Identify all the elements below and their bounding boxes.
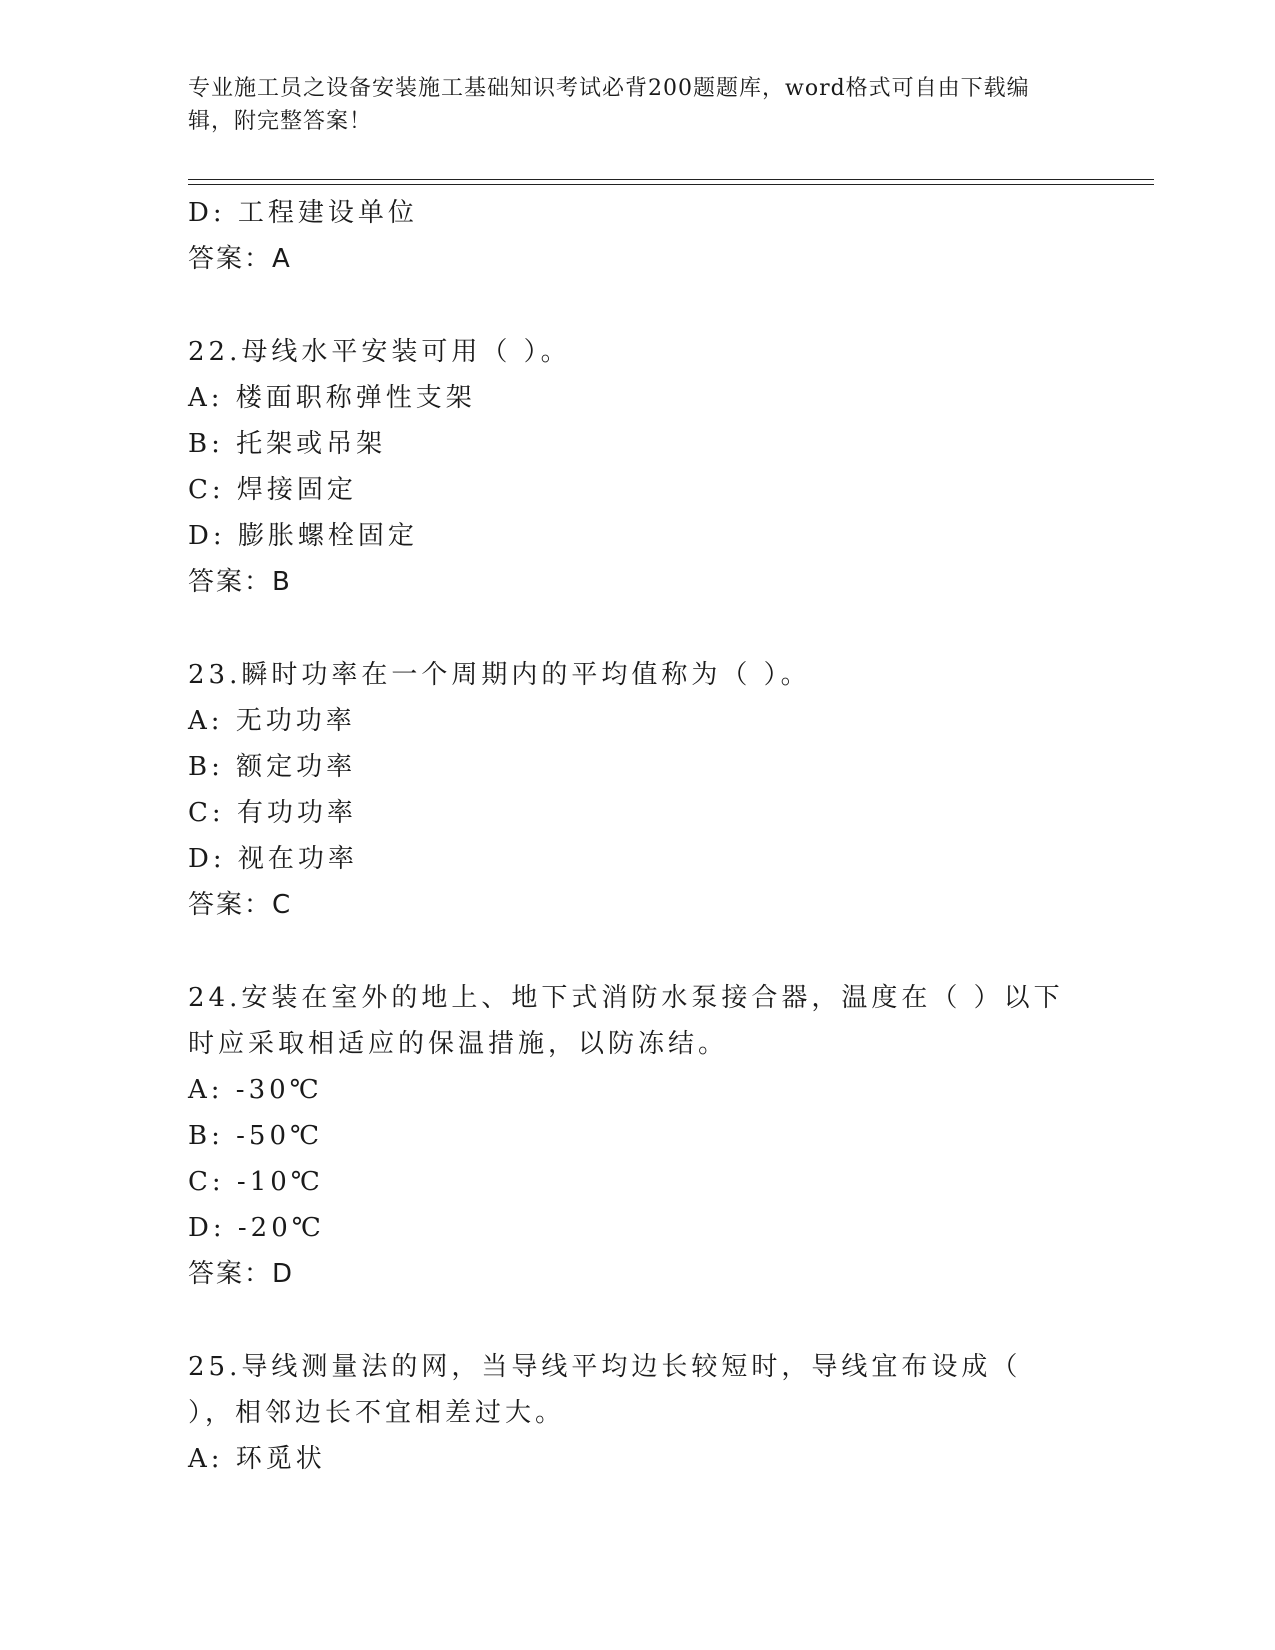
option-b: B: 托架或吊架 [188,429,387,459]
question-text: 22.母线水平安装可用（ ）。 [188,337,571,367]
option-c: C: -10℃ [188,1167,324,1197]
answer: 答案：C [188,890,293,920]
prev-answer: 答案：A [188,244,292,274]
document-header: 专业施工员之设备安装施工基础知识考试必背200题题库，word格式可自由下载编辑，附完整答案！ [188,76,1030,134]
question-text: 24.安装在室外的地上、地下式消防水泵接合器，温度在（ ）以下时应采取相适应的保温措施，以防冻结。 [188,983,1064,1059]
option-b: B: -50℃ [188,1121,324,1151]
spacer [188,605,1088,652]
spacer [188,282,1088,329]
spacer [188,1297,1088,1344]
option-a: A: 楼面职称弹性支架 [188,383,476,413]
question-text: 25.导线测量法的网，当导线平均边长较短时，导线宜布设成（ ），相邻边长不宜相差过大。 [188,1352,1022,1428]
question-list [188,190,1088,1482]
question-22 [188,329,1088,605]
option-a: A: 无功功率 [188,706,356,736]
header-rule-top [188,179,1154,180]
question-25 [188,1344,1088,1482]
question-24 [188,975,1088,1297]
option-c: C: 有功功率 [188,798,357,828]
question-23 [188,652,1088,928]
option-a: A: 环觅状 [188,1444,326,1474]
option-d: D: 视在功率 [188,844,358,874]
answer: 答案：D [188,1259,295,1289]
question-text: 23.瞬时功率在一个周期内的平均值称为（ ）。 [188,660,811,690]
spacer [188,928,1088,975]
option-a: A: -30℃ [188,1075,323,1105]
prev-option-d: D: 工程建设单位 [188,198,418,228]
option-b: B: 额定功率 [188,752,357,782]
option-c: C: 焊接固定 [188,475,357,505]
header-rule-bottom [188,184,1154,185]
option-d: D: 膨胀螺栓固定 [188,521,418,551]
option-d: D: -20℃ [188,1213,325,1243]
answer: 答案：B [188,567,292,597]
